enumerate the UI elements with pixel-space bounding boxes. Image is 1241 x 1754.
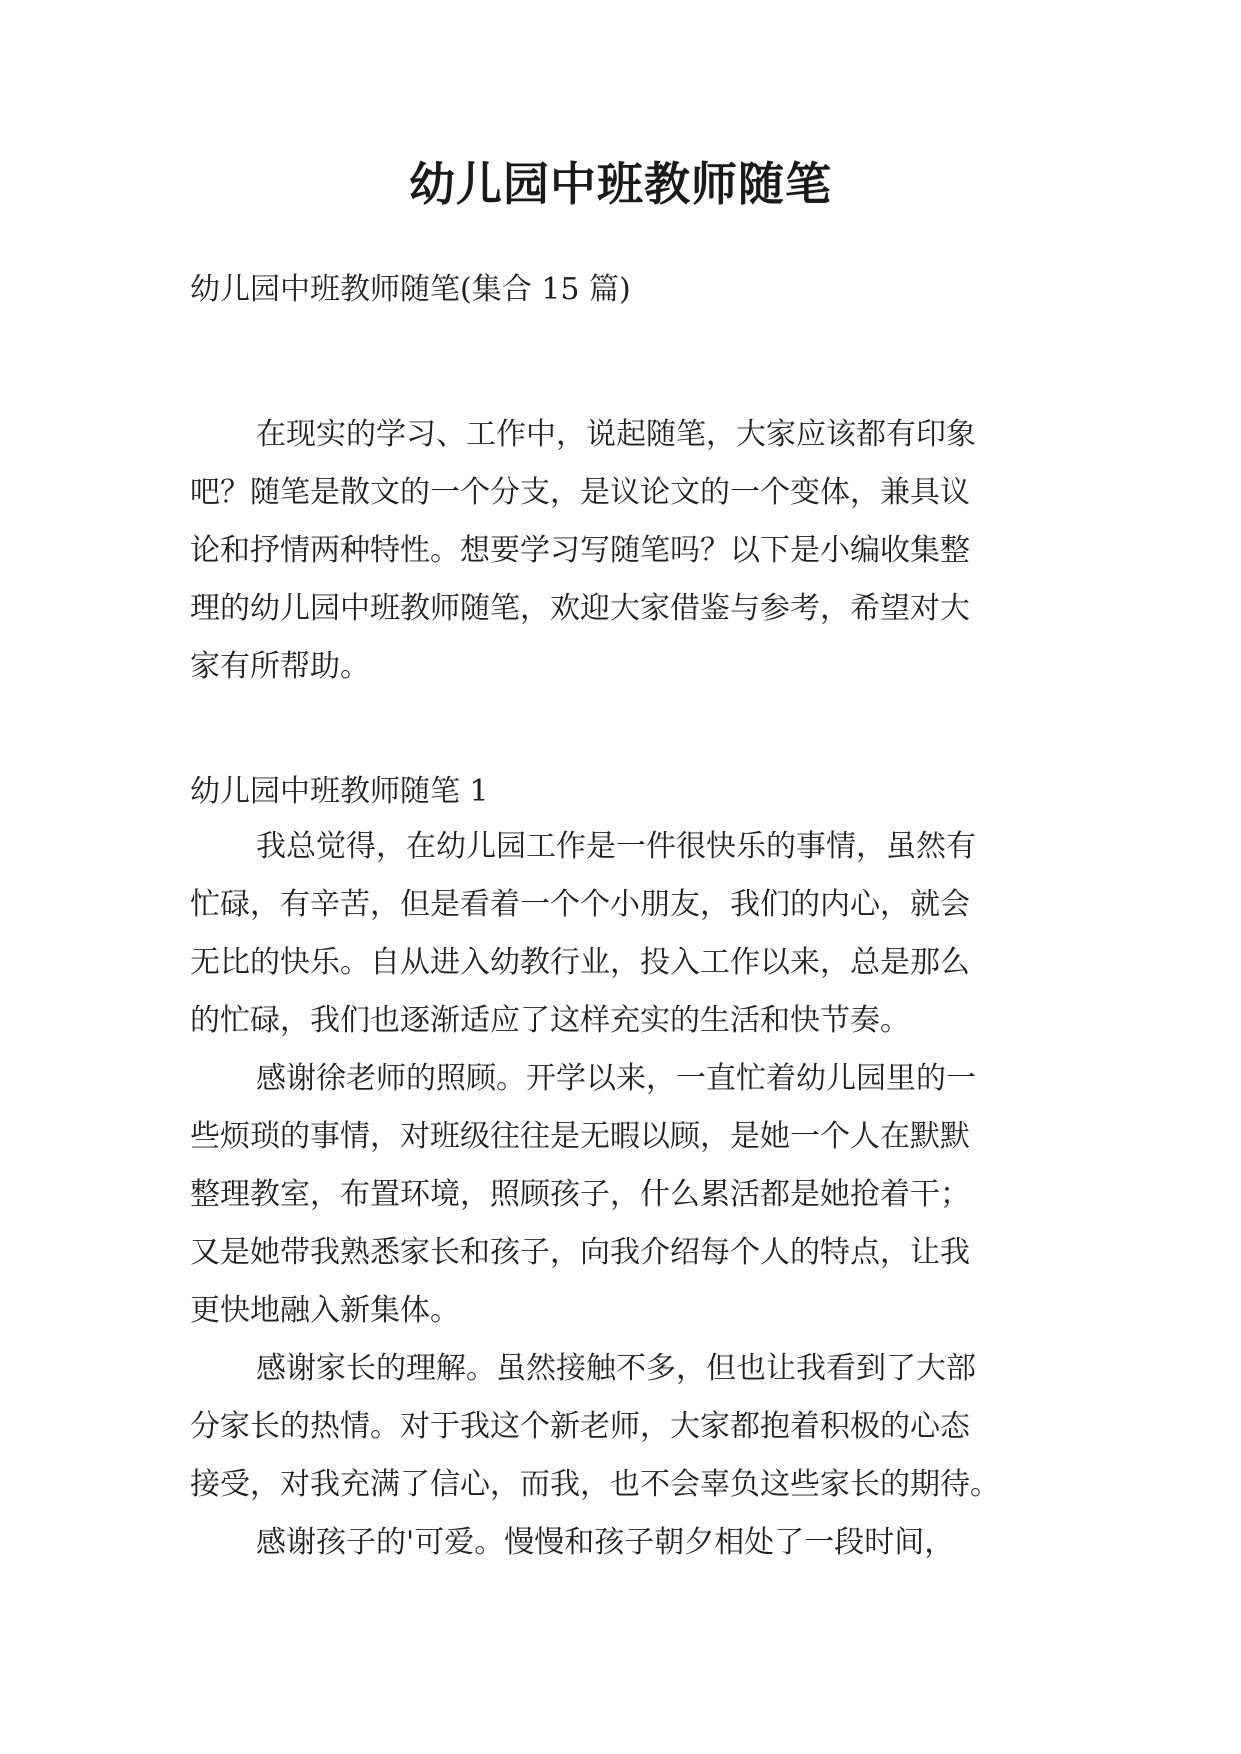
body-line: 我总觉得，在幼儿园工作是一件很快乐的事情，虽然有 — [256, 829, 976, 864]
intro-line: 论和抒情两种特性。想要学习写随笔吗？以下是小编收集整 — [190, 533, 970, 568]
document-subtitle: 幼儿园中班教师随笔(集合 15 篇) — [190, 272, 631, 307]
body-line: 分家长的热情。对于我这个新老师，大家都抱着积极的心态 — [190, 1409, 970, 1444]
body-paragraph — [190, 1050, 1050, 1340]
body-line: 更快地融入新集体。 — [190, 1293, 460, 1328]
body-line: 无比的快乐。自从进入幼教行业，投入工作以来，总是那么 — [190, 945, 970, 980]
section-body — [190, 818, 1050, 1572]
body-line: 接受，对我充满了信心，而我，也不会辜负这些家长的期待。 — [190, 1467, 1000, 1502]
body-line: 感谢家长的理解。虽然接触不多，但也让我看到了大部 — [256, 1351, 976, 1386]
intro-paragraph — [190, 406, 1050, 696]
body-line: 的忙碌，我们也逐渐适应了这样充实的生活和快节奏。 — [190, 1003, 910, 1038]
body-line: 些烦琐的事情，对班级往往是无暇以顾，是她一个人在默默 — [190, 1119, 970, 1154]
body-paragraph — [190, 818, 1050, 1050]
intro-line: 理的幼儿园中班教师随笔，欢迎大家借鉴与参考，希望对大 — [190, 591, 970, 626]
body-line: 又是她带我熟悉家长和孩子，向我介绍每个人的特点，让我 — [190, 1235, 970, 1270]
intro-line: 吧？随笔是散文的一个分支，是议论文的一个变体，兼具议 — [190, 475, 970, 510]
body-line: 整理教室，布置环境，照顾孩子，什么累活都是她抢着干； — [190, 1177, 970, 1212]
intro-line: 在现实的学习、工作中，说起随笔，大家应该都有印象 — [256, 417, 976, 452]
intro-line: 家有所帮助。 — [190, 649, 370, 684]
body-line: 感谢徐老师的照顾。开学以来，一直忙着幼儿园里的一 — [256, 1061, 976, 1096]
document-title: 幼儿园中班教师随笔 — [409, 157, 832, 211]
body-paragraph — [190, 1340, 1050, 1514]
body-line: 忙碌，有辛苦，但是看着一个个小朋友，我们的内心，就会 — [190, 887, 970, 922]
body-paragraph — [190, 1514, 1050, 1572]
section-heading: 幼儿园中班教师随笔 1 — [190, 774, 489, 809]
body-line: 感谢孩子的'可爱。慢慢和孩子朝夕相处了一段时间， — [256, 1525, 955, 1560]
